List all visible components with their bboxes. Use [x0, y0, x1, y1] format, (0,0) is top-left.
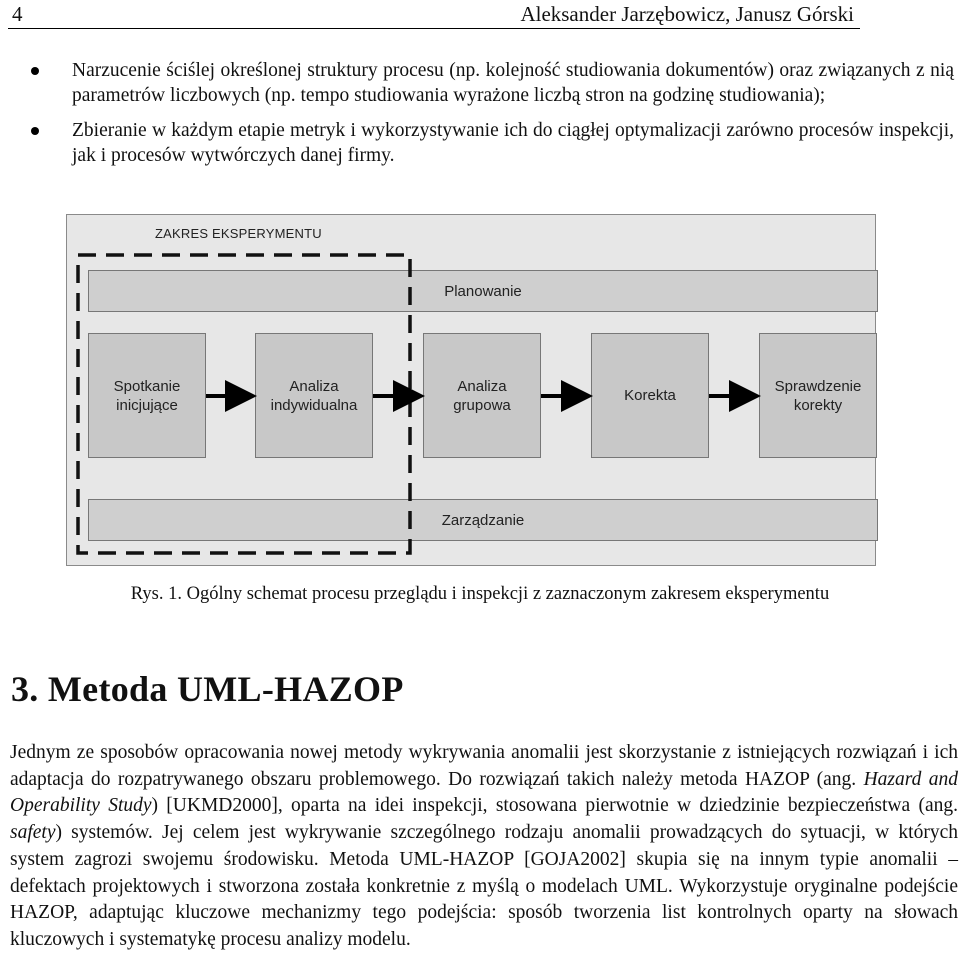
bullet-item: [0, 118, 960, 168]
bullet-dot-icon: [31, 127, 39, 135]
experiment-scope-label: ZAKRES EKSPERYMENTU: [155, 226, 322, 241]
running-head-authors: Aleksander Jarzębowicz, Janusz Górski: [520, 2, 854, 26]
bullet-text: Zbieranie w każdym etapie metryk i wykorzystywanie ich do ciągłej optymalizacji zarówno procesów inspekcji, jak i procesów wytwórczych danej firmy.: [72, 120, 954, 166]
bullet-dot-icon: [31, 67, 39, 75]
bullet-text: Narzucenie ściślej określonej struktury procesu (np. kolejność studiowania dokumentów) oraz związanych z nią parametrów liczbowych (np. tempo studiowania wyrażone liczbą stron na godzinę studiowania);: [72, 60, 954, 106]
paragraph-text: ) systemów. Jej celem jest wykrywanie szczególnego rodzaju anomalii prowadzących do sytuacji, w których system zagrozi swojemu środowisku. Metoda UML-HAZOP [GOJA2002] skupia się na innym typie anomalii – defektach projektowych i stworzona została konkretnie z myślą o modelach UML. Wykorzystuje oryginalne podejście HAZOP, adaptując kluczowe mechanizmy tego podejścia: sposób tworzenia list kontrolnych oparty na słowach kluczowych i systematykę procesu analizy modelu.: [10, 822, 958, 950]
term-safety: safety: [10, 822, 56, 844]
figure-caption: Rys. 1. Ogólny schemat procesu przeglądu i inspekcji z zaznaczonym zakresem eksperymentu: [130, 584, 830, 604]
bullet-list: [0, 58, 960, 178]
body-paragraph: [10, 740, 958, 954]
planning-label: Planowanie: [444, 282, 522, 300]
term-hazop-full: Hazard and Operability Study: [10, 768, 958, 817]
page-header: [8, 0, 860, 29]
page-number: 4: [12, 2, 23, 26]
bullet-item: [0, 58, 960, 108]
step-correction-check: Sprawdzenie korekty: [759, 333, 877, 458]
step-correction: Korekta: [591, 333, 709, 458]
paragraph-text: Jednym ze sposobów opracowania nowej metody wykrywania anomalii jest skorzystanie z istniejących rozwiązań i ich adaptacja do rozpatrywanego obszaru problemowego. Do rozwiązań takich należy metoda HAZOP (ang.: [10, 742, 958, 790]
step-group-analysis: Analiza grupowa: [423, 333, 541, 458]
section-heading: 3. Metoda UML-HAZOP: [11, 669, 404, 709]
experiment-scope-boundary: [78, 255, 410, 553]
step-kickoff-meeting: Spotkanie inicjujące: [88, 333, 206, 458]
diagram-overlay: [67, 215, 875, 565]
management-label: Zarządzanie: [441, 511, 525, 529]
paragraph-text: ) [UKMD2000], oparta na idei inspekcji, stosowana pierwotnie w dziedzinie bezpieczeństwa (ang.: [151, 795, 958, 817]
step-individual-analysis: Analiza indywidualna: [255, 333, 373, 458]
process-diagram: [66, 214, 876, 566]
